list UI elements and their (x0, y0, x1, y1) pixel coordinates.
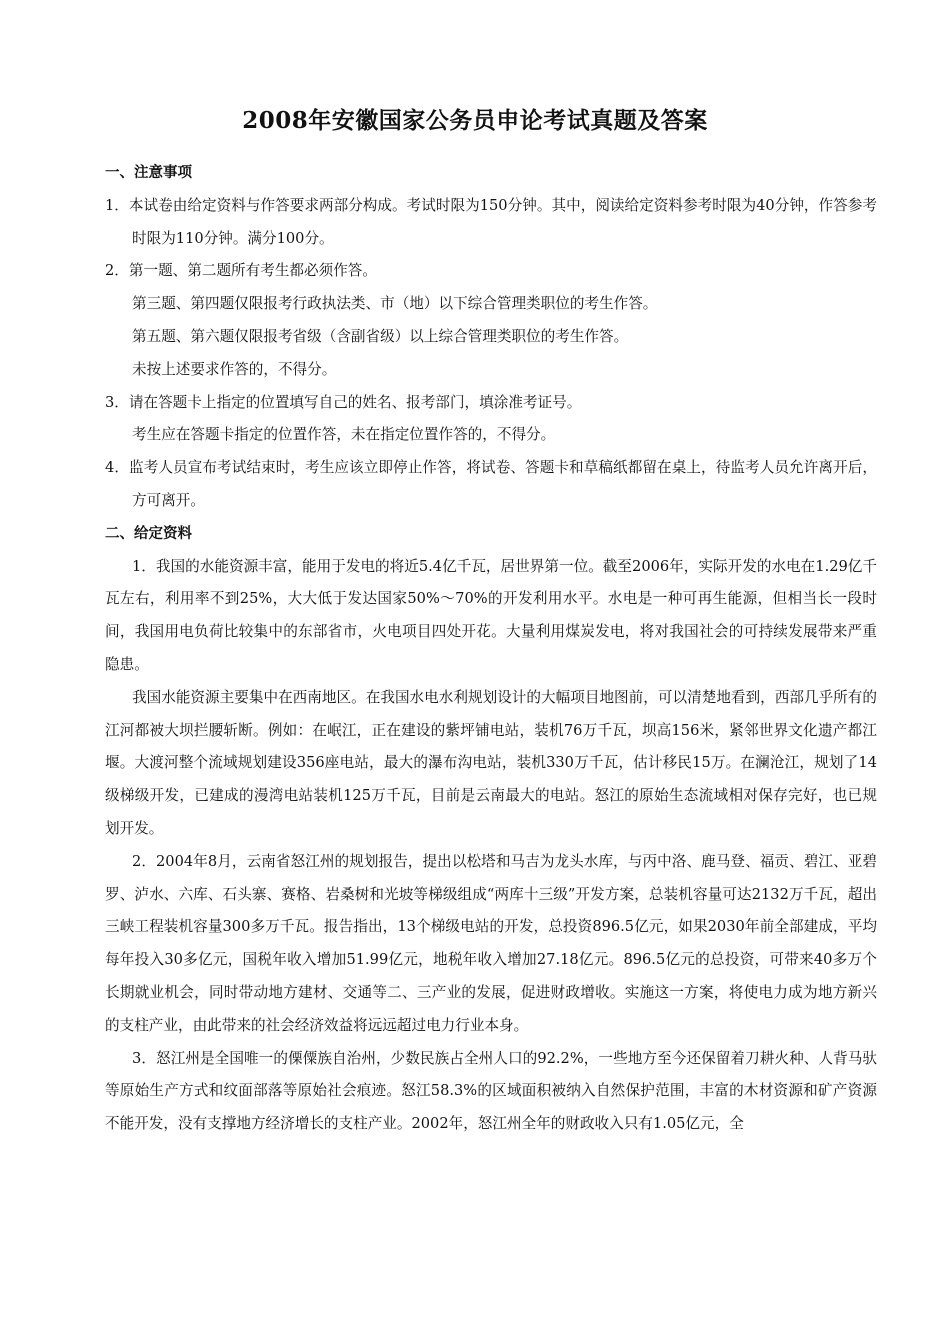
notice-item-2-line-2: 第三题、第四题仅限报考行政执法类、市（地）以下综合管理类职位的考生作答。 (132, 295, 658, 313)
material-paragraph-3: 2．2004年8月，云南省怒江州的规划报告，提出以松塔和马吉为龙头水库，与丙中洛、鹿马登、福贡、碧江、亚碧罗、泸水、六库、石头寨、赛格、岩桑树和光坡等梯级组成“两库十三级”开发方案，总装机容量可达2132万千瓦，超出三峡工程装机容量300多万千瓦。报告指出，13个梯级电站的开发，总投资896.5亿元，如果2030年前全部建成，平均每年投入30多亿元，国税年收入增加51.99亿元，地税年收入增加27.18亿元。896.5亿元的总投资，可带来40多万个长期就业机会，同时带动地方建材、交通等二、三产业的发展，促进财政增收。实施这一方案，将使电力成为地方新兴的支柱产业，由此带来的社会经济效益将远远超过电力行业本身。 (105, 852, 877, 1034)
notice-item-2-line-3: 第五题、第六题仅限报考省级（含副省级）以上综合管理类职位的考生作答。 (132, 327, 629, 345)
material-paragraph-4: 3．怒江州是全国唯一的傈僳族自治州，少数民族占全州人口的92.2%，一些地方至今还保留着刀耕火种、人背马驮等原始生产方式和纹面部落等原始社会痕迹。怒江58.3%的区域面积被纳入自然保护范围，丰富的木材资源和矿产资源不能开发，没有支撑地方经济增长的支柱产业。2002年，怒江州全年的财政收入只有1.05亿元，全 (105, 1049, 877, 1133)
notice-item-1: 1．本试卷由给定资料与作答要求两部分构成。考试时限为150分钟。其中，阅读给定资料参考时限为40分钟，作答参考时限为110分钟。满分100分。 (105, 196, 877, 247)
notice-item-2: 2．第一题、第二题所有考生都必须作答。 (105, 262, 377, 280)
material-paragraph-1: 1．我国的水能资源丰富，能用于发电的将近5.4亿千瓦，居世界第一位。截至2006年，实际开发的水电在1.29亿千瓦左右，利用率不到25%，大大低于发达国家50%～70%的开发利用水平。水电是一种可再生能源，但相当长一段时间，我国用电负荷比较集中的东部省市，火电项目四处开花。大量利用煤炭发电，将对我国社会的可持续发展带来严重隐患。 (105, 557, 877, 673)
materials-heading: 二、给定资料 (105, 525, 192, 542)
material-paragraph-2: 我国水能资源主要集中在西南地区。在我国水电水利规划设计的大幅项目地图前，可以清楚地看到，西部几乎所有的江河都被大坝拦腰斩断。例如：在岷江，正在建设的紫坪铺电站，装机76万千瓦，坝高156米，紧邻世界文化遗产都江堰。大渡河整个流域规划建设356座电站，最大的瀑布沟电站，装机330万千瓦，估计移民15万。在澜沧江，规划了14级梯级开发，已建成的漫湾电站装机125万千瓦，目前是云南最大的电站。怒江的原始生态流域相对保存完好，也已规划开发。 (105, 688, 877, 837)
notice-item-2-line-4: 未按上述要求作答的，不得分。 (132, 360, 337, 378)
notice-item-4: 4．监考人员宣布考试结束时，考生应该立即停止作答，将试卷、答题卡和草稿纸都留在桌上，待监考人员允许离开后，方可离开。 (105, 459, 877, 509)
document-title: 2008年安徽国家公务员申论考试真题及答案 (242, 107, 708, 134)
notice-item-3-line-2: 考生应在答题卡指定的位置作答，未在指定位置作答的，不得分。 (132, 426, 556, 444)
notice-section (105, 157, 877, 1141)
notice-item-3: 3．请在答题卡上指定的位置填写自己的姓名、报考部门，填涂准考证号。 (105, 393, 582, 411)
notice-heading: 一、注意事项 (105, 165, 192, 181)
